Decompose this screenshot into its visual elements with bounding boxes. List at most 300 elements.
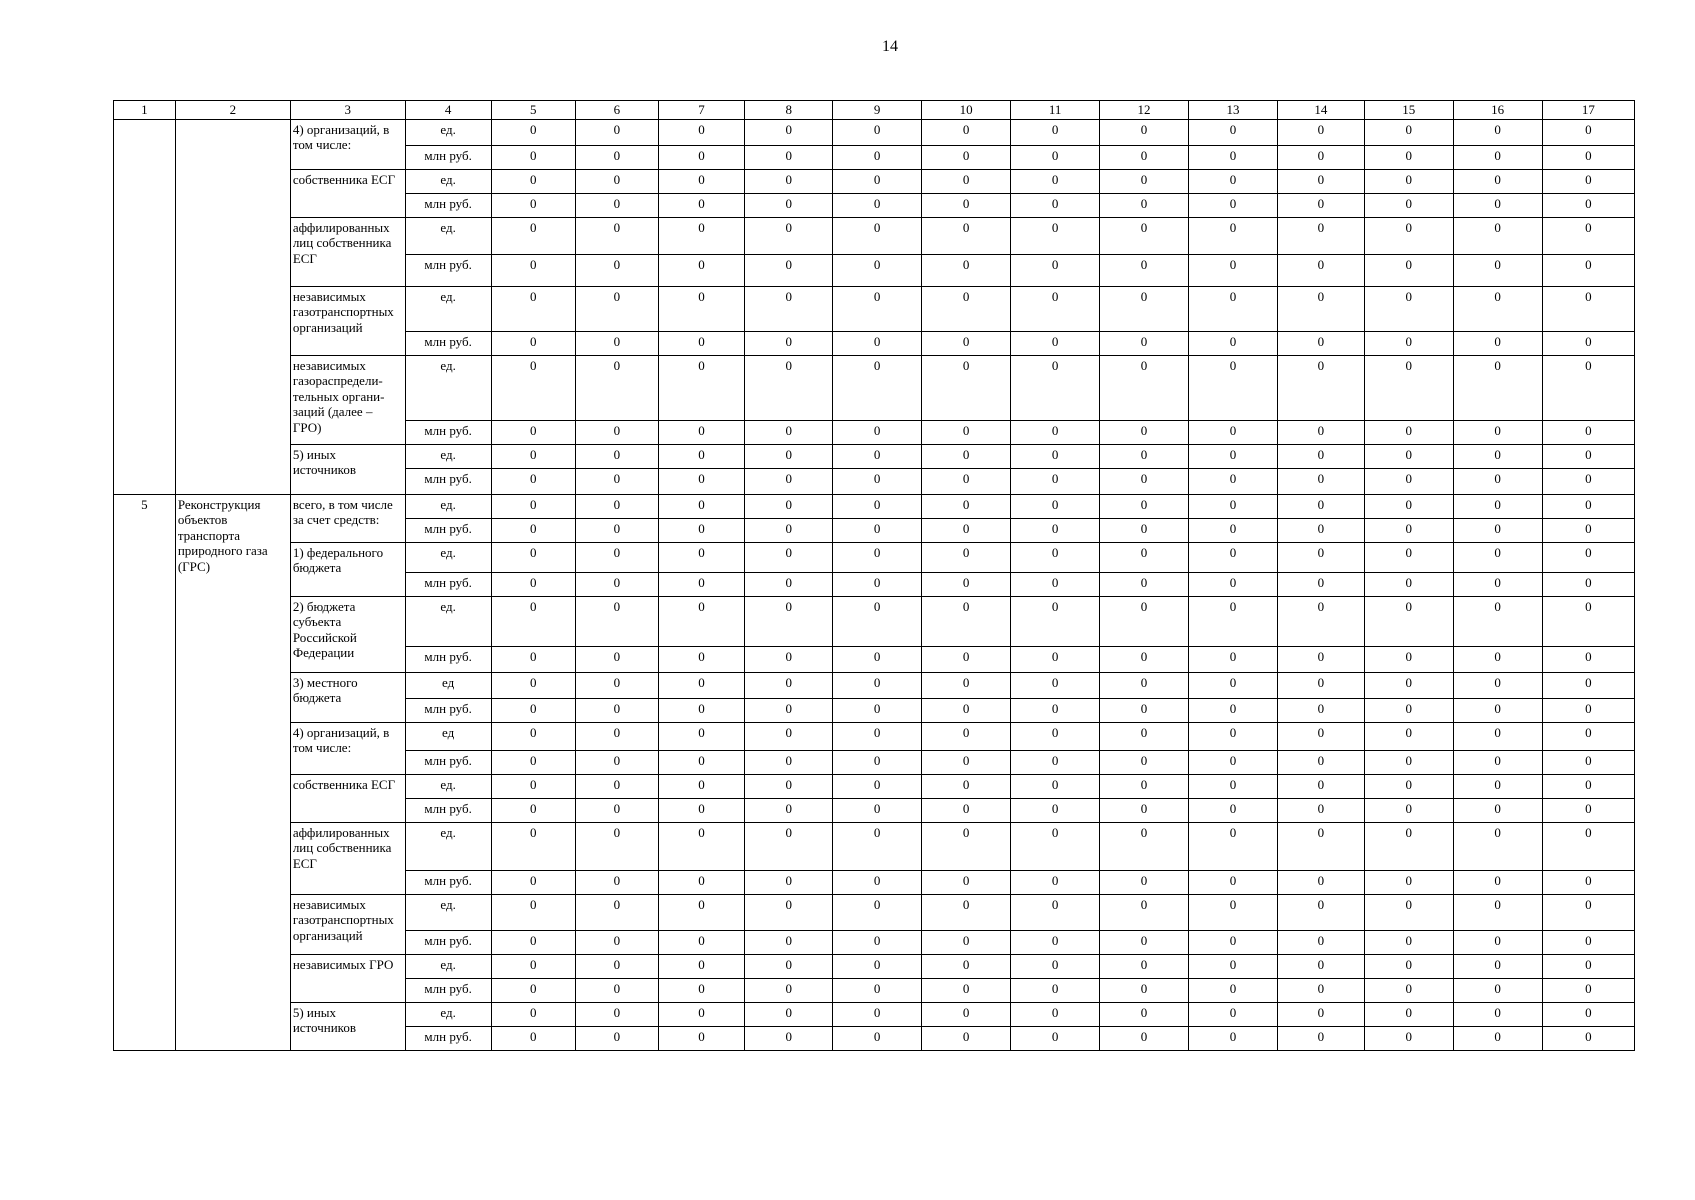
value-cell: 0 [922, 774, 1011, 798]
value-cell: 0 [1542, 494, 1634, 518]
value-cell: 0 [1100, 750, 1189, 774]
value-cell: 0 [491, 217, 576, 254]
value-cell: 0 [1542, 468, 1634, 494]
column-header-9: 9 [833, 101, 922, 120]
value-cell: 0 [1364, 572, 1453, 596]
value-cell: 0 [922, 596, 1011, 646]
value-cell: 0 [1453, 954, 1542, 978]
value-cell: 0 [491, 145, 576, 169]
unit-cell: млн руб. [405, 420, 491, 444]
value-cell: 0 [1453, 193, 1542, 217]
value-cell: 0 [491, 331, 576, 355]
value-cell: 0 [576, 254, 658, 286]
value-cell: 0 [1189, 169, 1278, 193]
value-cell: 0 [658, 254, 745, 286]
value-cell: 0 [1364, 331, 1453, 355]
value-cell: 0 [658, 774, 745, 798]
value-cell: 0 [1189, 572, 1278, 596]
value-cell: 0 [1277, 572, 1364, 596]
value-cell: 0 [1011, 646, 1100, 672]
value-cell: 0 [1542, 774, 1634, 798]
value-cell: 0 [1011, 798, 1100, 822]
value-cell: 0 [1100, 542, 1189, 572]
value-cell: 0 [658, 870, 745, 894]
value-cell: 0 [922, 1026, 1011, 1050]
value-cell: 0 [1453, 331, 1542, 355]
value-cell: 0 [1277, 978, 1364, 1002]
value-cell: 0 [1453, 774, 1542, 798]
value-cell: 0 [576, 954, 658, 978]
unit-cell: млн руб. [405, 698, 491, 722]
value-cell: 0 [1100, 145, 1189, 169]
funding-source-label: 5) иных источников [290, 1002, 405, 1050]
value-cell: 0 [1453, 286, 1542, 331]
value-cell: 0 [1277, 444, 1364, 468]
value-cell: 0 [658, 822, 745, 870]
value-cell: 0 [922, 542, 1011, 572]
value-cell: 0 [833, 1002, 922, 1026]
value-cell: 0 [1189, 145, 1278, 169]
value-cell: 0 [922, 119, 1011, 145]
value-cell: 0 [745, 646, 833, 672]
value-cell: 0 [1100, 894, 1189, 930]
value-cell: 0 [1011, 750, 1100, 774]
value-cell: 0 [1364, 217, 1453, 254]
value-cell: 0 [1189, 954, 1278, 978]
value-cell: 0 [1100, 217, 1189, 254]
value-cell: 0 [1364, 954, 1453, 978]
value-cell: 0 [576, 1002, 658, 1026]
value-cell: 0 [833, 193, 922, 217]
value-cell: 0 [745, 930, 833, 954]
value-cell: 0 [1011, 518, 1100, 542]
column-header-11: 11 [1011, 101, 1100, 120]
value-cell: 0 [658, 798, 745, 822]
activity-name-cell: Реконструкция объектов транспорта природного газа (ГРС) [175, 494, 290, 1050]
value-cell: 0 [1277, 494, 1364, 518]
value-cell: 0 [1189, 254, 1278, 286]
value-cell: 0 [1542, 672, 1634, 698]
value-cell: 0 [745, 822, 833, 870]
value-cell: 0 [833, 822, 922, 870]
value-cell: 0 [1100, 822, 1189, 870]
value-cell: 0 [491, 518, 576, 542]
value-cell: 0 [491, 420, 576, 444]
value-cell: 0 [745, 978, 833, 1002]
value-cell: 0 [1542, 954, 1634, 978]
value-cell: 0 [1542, 542, 1634, 572]
value-cell: 0 [491, 672, 576, 698]
value-cell: 0 [1364, 420, 1453, 444]
value-cell: 0 [1011, 596, 1100, 646]
value-cell: 0 [1542, 750, 1634, 774]
value-cell: 0 [1453, 978, 1542, 1002]
value-cell: 0 [1364, 698, 1453, 722]
value-cell: 0 [576, 286, 658, 331]
value-cell: 0 [1542, 646, 1634, 672]
value-cell: 0 [1364, 1026, 1453, 1050]
value-cell: 0 [491, 494, 576, 518]
unit-cell: ед. [405, 542, 491, 572]
value-cell: 0 [833, 572, 922, 596]
value-cell: 0 [1011, 930, 1100, 954]
value-cell: 0 [833, 930, 922, 954]
table-row [114, 542, 1635, 572]
value-cell: 0 [576, 750, 658, 774]
value-cell: 0 [833, 468, 922, 494]
value-cell: 0 [1189, 1002, 1278, 1026]
value-cell: 0 [1277, 774, 1364, 798]
value-cell: 0 [1364, 1002, 1453, 1026]
value-cell: 0 [658, 646, 745, 672]
value-cell: 0 [1011, 420, 1100, 444]
value-cell: 0 [922, 672, 1011, 698]
value-cell: 0 [576, 672, 658, 698]
value-cell: 0 [576, 420, 658, 444]
value-cell: 0 [491, 542, 576, 572]
unit-cell: млн руб. [405, 572, 491, 596]
value-cell: 0 [833, 169, 922, 193]
value-cell: 0 [1364, 894, 1453, 930]
value-cell: 0 [745, 798, 833, 822]
value-cell: 0 [1277, 646, 1364, 672]
value-cell: 0 [491, 286, 576, 331]
value-cell: 0 [491, 119, 576, 145]
value-cell: 0 [1011, 468, 1100, 494]
unit-cell: ед. [405, 1002, 491, 1026]
value-cell: 0 [1364, 822, 1453, 870]
unit-cell: ед. [405, 119, 491, 145]
value-cell: 0 [658, 217, 745, 254]
value-cell: 0 [833, 798, 922, 822]
value-cell: 0 [1453, 798, 1542, 822]
value-cell: 0 [1453, 444, 1542, 468]
value-cell: 0 [745, 193, 833, 217]
unit-cell: млн руб. [405, 750, 491, 774]
value-cell: 0 [745, 420, 833, 444]
value-cell: 0 [1364, 542, 1453, 572]
value-cell: 0 [1364, 774, 1453, 798]
value-cell: 0 [1453, 646, 1542, 672]
value-cell: 0 [658, 954, 745, 978]
value-cell: 0 [1011, 494, 1100, 518]
value-cell: 0 [576, 798, 658, 822]
value-cell: 0 [658, 119, 745, 145]
unit-cell: млн руб. [405, 646, 491, 672]
value-cell: 0 [1542, 331, 1634, 355]
value-cell: 0 [1364, 286, 1453, 331]
column-header-4: 4 [405, 101, 491, 120]
value-cell: 0 [922, 954, 1011, 978]
value-cell: 0 [833, 286, 922, 331]
value-cell: 0 [1277, 145, 1364, 169]
value-cell: 0 [1189, 119, 1278, 145]
value-cell: 0 [1277, 954, 1364, 978]
value-cell: 0 [1100, 331, 1189, 355]
value-cell: 0 [1364, 672, 1453, 698]
value-cell: 0 [1189, 355, 1278, 420]
value-cell: 0 [491, 468, 576, 494]
value-cell: 0 [1100, 646, 1189, 672]
value-cell: 0 [491, 193, 576, 217]
value-cell: 0 [491, 978, 576, 1002]
funding-source-label: 4) организаций, в том числе: [290, 722, 405, 774]
value-cell: 0 [1189, 331, 1278, 355]
value-cell: 0 [576, 169, 658, 193]
value-cell: 0 [491, 698, 576, 722]
column-header-1: 1 [114, 101, 176, 120]
value-cell: 0 [576, 894, 658, 930]
value-cell: 0 [576, 822, 658, 870]
value-cell: 0 [1189, 596, 1278, 646]
funding-source-label: 5) иных источников [290, 444, 405, 494]
value-cell: 0 [1542, 145, 1634, 169]
value-cell: 0 [1277, 468, 1364, 494]
value-cell: 0 [745, 698, 833, 722]
value-cell: 0 [1453, 822, 1542, 870]
column-header-17: 17 [1542, 101, 1634, 120]
value-cell: 0 [658, 930, 745, 954]
unit-cell: ед. [405, 217, 491, 254]
value-cell: 0 [1542, 722, 1634, 750]
column-header-3: 3 [290, 101, 405, 120]
value-cell: 0 [658, 468, 745, 494]
value-cell: 0 [1542, 193, 1634, 217]
value-cell: 0 [922, 978, 1011, 1002]
column-header-6: 6 [576, 101, 658, 120]
value-cell: 0 [922, 870, 1011, 894]
column-header-12: 12 [1100, 101, 1189, 120]
table-body [114, 119, 1635, 1050]
value-cell: 0 [1011, 1002, 1100, 1026]
value-cell: 0 [576, 596, 658, 646]
funding-source-label: независимых газотранспортных организаций [290, 894, 405, 954]
value-cell: 0 [1364, 468, 1453, 494]
table-row [114, 444, 1635, 468]
table-row [114, 217, 1635, 254]
value-cell: 0 [1011, 978, 1100, 1002]
value-cell: 0 [1542, 596, 1634, 646]
value-cell: 0 [491, 894, 576, 930]
value-cell: 0 [658, 169, 745, 193]
value-cell: 0 [1100, 722, 1189, 750]
value-cell: 0 [1100, 798, 1189, 822]
value-cell: 0 [1189, 672, 1278, 698]
value-cell: 0 [1189, 930, 1278, 954]
table-row [114, 596, 1635, 646]
value-cell: 0 [658, 331, 745, 355]
value-cell: 0 [833, 1026, 922, 1050]
table-row [114, 672, 1635, 698]
value-cell: 0 [576, 217, 658, 254]
value-cell: 0 [1542, 572, 1634, 596]
value-cell: 0 [491, 798, 576, 822]
value-cell: 0 [1364, 494, 1453, 518]
value-cell: 0 [576, 145, 658, 169]
value-cell: 0 [1277, 596, 1364, 646]
value-cell: 0 [745, 518, 833, 542]
value-cell: 0 [1453, 518, 1542, 542]
column-header-7: 7 [658, 101, 745, 120]
value-cell: 0 [745, 331, 833, 355]
value-cell: 0 [1453, 355, 1542, 420]
value-cell: 0 [1100, 954, 1189, 978]
investment-table [113, 100, 1635, 1051]
value-cell: 0 [745, 672, 833, 698]
funding-source-label: 1) федерального бюджета [290, 542, 405, 596]
value-cell: 0 [491, 722, 576, 750]
value-cell: 0 [833, 254, 922, 286]
value-cell: 0 [1453, 217, 1542, 254]
value-cell: 0 [922, 286, 1011, 331]
value-cell: 0 [833, 954, 922, 978]
value-cell: 0 [1189, 286, 1278, 331]
value-cell: 0 [1189, 1026, 1278, 1050]
value-cell: 0 [1100, 286, 1189, 331]
value-cell: 0 [1542, 978, 1634, 1002]
value-cell: 0 [833, 698, 922, 722]
value-cell: 0 [1542, 444, 1634, 468]
value-cell: 0 [1277, 331, 1364, 355]
value-cell: 0 [922, 193, 1011, 217]
value-cell: 0 [745, 119, 833, 145]
value-cell: 0 [1277, 542, 1364, 572]
value-cell: 0 [1189, 542, 1278, 572]
value-cell: 0 [833, 870, 922, 894]
value-cell: 0 [833, 542, 922, 572]
funding-source-label: независимых газотранспортных организаций [290, 286, 405, 355]
unit-cell: ед [405, 672, 491, 698]
funding-source-label: 2) бюджета субъекта Российской Федерации [290, 596, 405, 672]
value-cell: 0 [1011, 355, 1100, 420]
value-cell: 0 [745, 894, 833, 930]
value-cell: 0 [922, 722, 1011, 750]
value-cell: 0 [922, 468, 1011, 494]
value-cell: 0 [745, 468, 833, 494]
value-cell: 0 [576, 1026, 658, 1050]
value-cell: 0 [1542, 518, 1634, 542]
column-header-2: 2 [175, 101, 290, 120]
value-cell: 0 [833, 119, 922, 145]
value-cell: 0 [1189, 193, 1278, 217]
funding-source-label: 3) местного бюджета [290, 672, 405, 722]
value-cell: 0 [1189, 750, 1278, 774]
value-cell: 0 [922, 420, 1011, 444]
value-cell: 0 [491, 444, 576, 468]
value-cell: 0 [833, 217, 922, 254]
value-cell: 0 [745, 286, 833, 331]
value-cell: 0 [1189, 894, 1278, 930]
unit-cell: ед. [405, 894, 491, 930]
value-cell: 0 [1542, 355, 1634, 420]
value-cell: 0 [1542, 930, 1634, 954]
value-cell: 0 [576, 722, 658, 750]
value-cell: 0 [1189, 978, 1278, 1002]
value-cell: 0 [1542, 870, 1634, 894]
value-cell: 0 [1277, 286, 1364, 331]
unit-cell: ед. [405, 822, 491, 870]
value-cell: 0 [1364, 518, 1453, 542]
value-cell: 0 [576, 444, 658, 468]
value-cell: 0 [1542, 119, 1634, 145]
value-cell: 0 [922, 646, 1011, 672]
unit-cell: млн руб. [405, 193, 491, 217]
value-cell: 0 [833, 420, 922, 444]
value-cell: 0 [1364, 444, 1453, 468]
unit-cell: ед. [405, 494, 491, 518]
value-cell: 0 [1011, 672, 1100, 698]
value-cell: 0 [922, 894, 1011, 930]
value-cell: 0 [1100, 930, 1189, 954]
value-cell: 0 [922, 930, 1011, 954]
value-cell: 0 [1277, 930, 1364, 954]
unit-cell: ед. [405, 596, 491, 646]
value-cell: 0 [745, 494, 833, 518]
value-cell: 0 [1100, 572, 1189, 596]
value-cell: 0 [658, 1026, 745, 1050]
value-cell: 0 [745, 217, 833, 254]
unit-cell: млн руб. [405, 978, 491, 1002]
value-cell: 0 [1453, 1026, 1542, 1050]
unit-cell: млн руб. [405, 518, 491, 542]
value-cell: 0 [1364, 596, 1453, 646]
value-cell: 0 [658, 420, 745, 444]
funding-source-label: аффилированных лиц собственника ЕСГ [290, 217, 405, 286]
value-cell: 0 [745, 774, 833, 798]
unit-cell: млн руб. [405, 468, 491, 494]
value-cell: 0 [576, 930, 658, 954]
value-cell: 0 [1011, 954, 1100, 978]
value-cell: 0 [658, 286, 745, 331]
value-cell: 0 [1453, 894, 1542, 930]
value-cell: 0 [1453, 930, 1542, 954]
value-cell: 0 [922, 698, 1011, 722]
value-cell: 0 [491, 822, 576, 870]
value-cell: 0 [833, 672, 922, 698]
value-cell: 0 [745, 1026, 833, 1050]
value-cell: 0 [833, 145, 922, 169]
value-cell: 0 [1364, 169, 1453, 193]
value-cell: 0 [1542, 169, 1634, 193]
value-cell: 0 [745, 596, 833, 646]
value-cell: 0 [745, 1002, 833, 1026]
value-cell: 0 [1277, 420, 1364, 444]
value-cell: 0 [1364, 798, 1453, 822]
value-cell: 0 [576, 698, 658, 722]
value-cell: 0 [1277, 119, 1364, 145]
value-cell: 0 [1277, 698, 1364, 722]
value-cell: 0 [745, 355, 833, 420]
value-cell: 0 [1100, 355, 1189, 420]
value-cell: 0 [1453, 420, 1542, 444]
value-cell: 0 [491, 750, 576, 774]
unit-cell: ед [405, 722, 491, 750]
value-cell: 0 [833, 444, 922, 468]
value-cell: 0 [1542, 420, 1634, 444]
unit-cell: млн руб. [405, 870, 491, 894]
value-cell: 0 [1277, 518, 1364, 542]
value-cell: 0 [922, 169, 1011, 193]
value-cell: 0 [1011, 572, 1100, 596]
value-cell: 0 [833, 894, 922, 930]
value-cell: 0 [922, 355, 1011, 420]
value-cell: 0 [745, 145, 833, 169]
value-cell: 0 [1453, 596, 1542, 646]
value-cell: 0 [833, 355, 922, 420]
value-cell: 0 [1100, 420, 1189, 444]
value-cell: 0 [1189, 468, 1278, 494]
value-cell: 0 [1364, 355, 1453, 420]
